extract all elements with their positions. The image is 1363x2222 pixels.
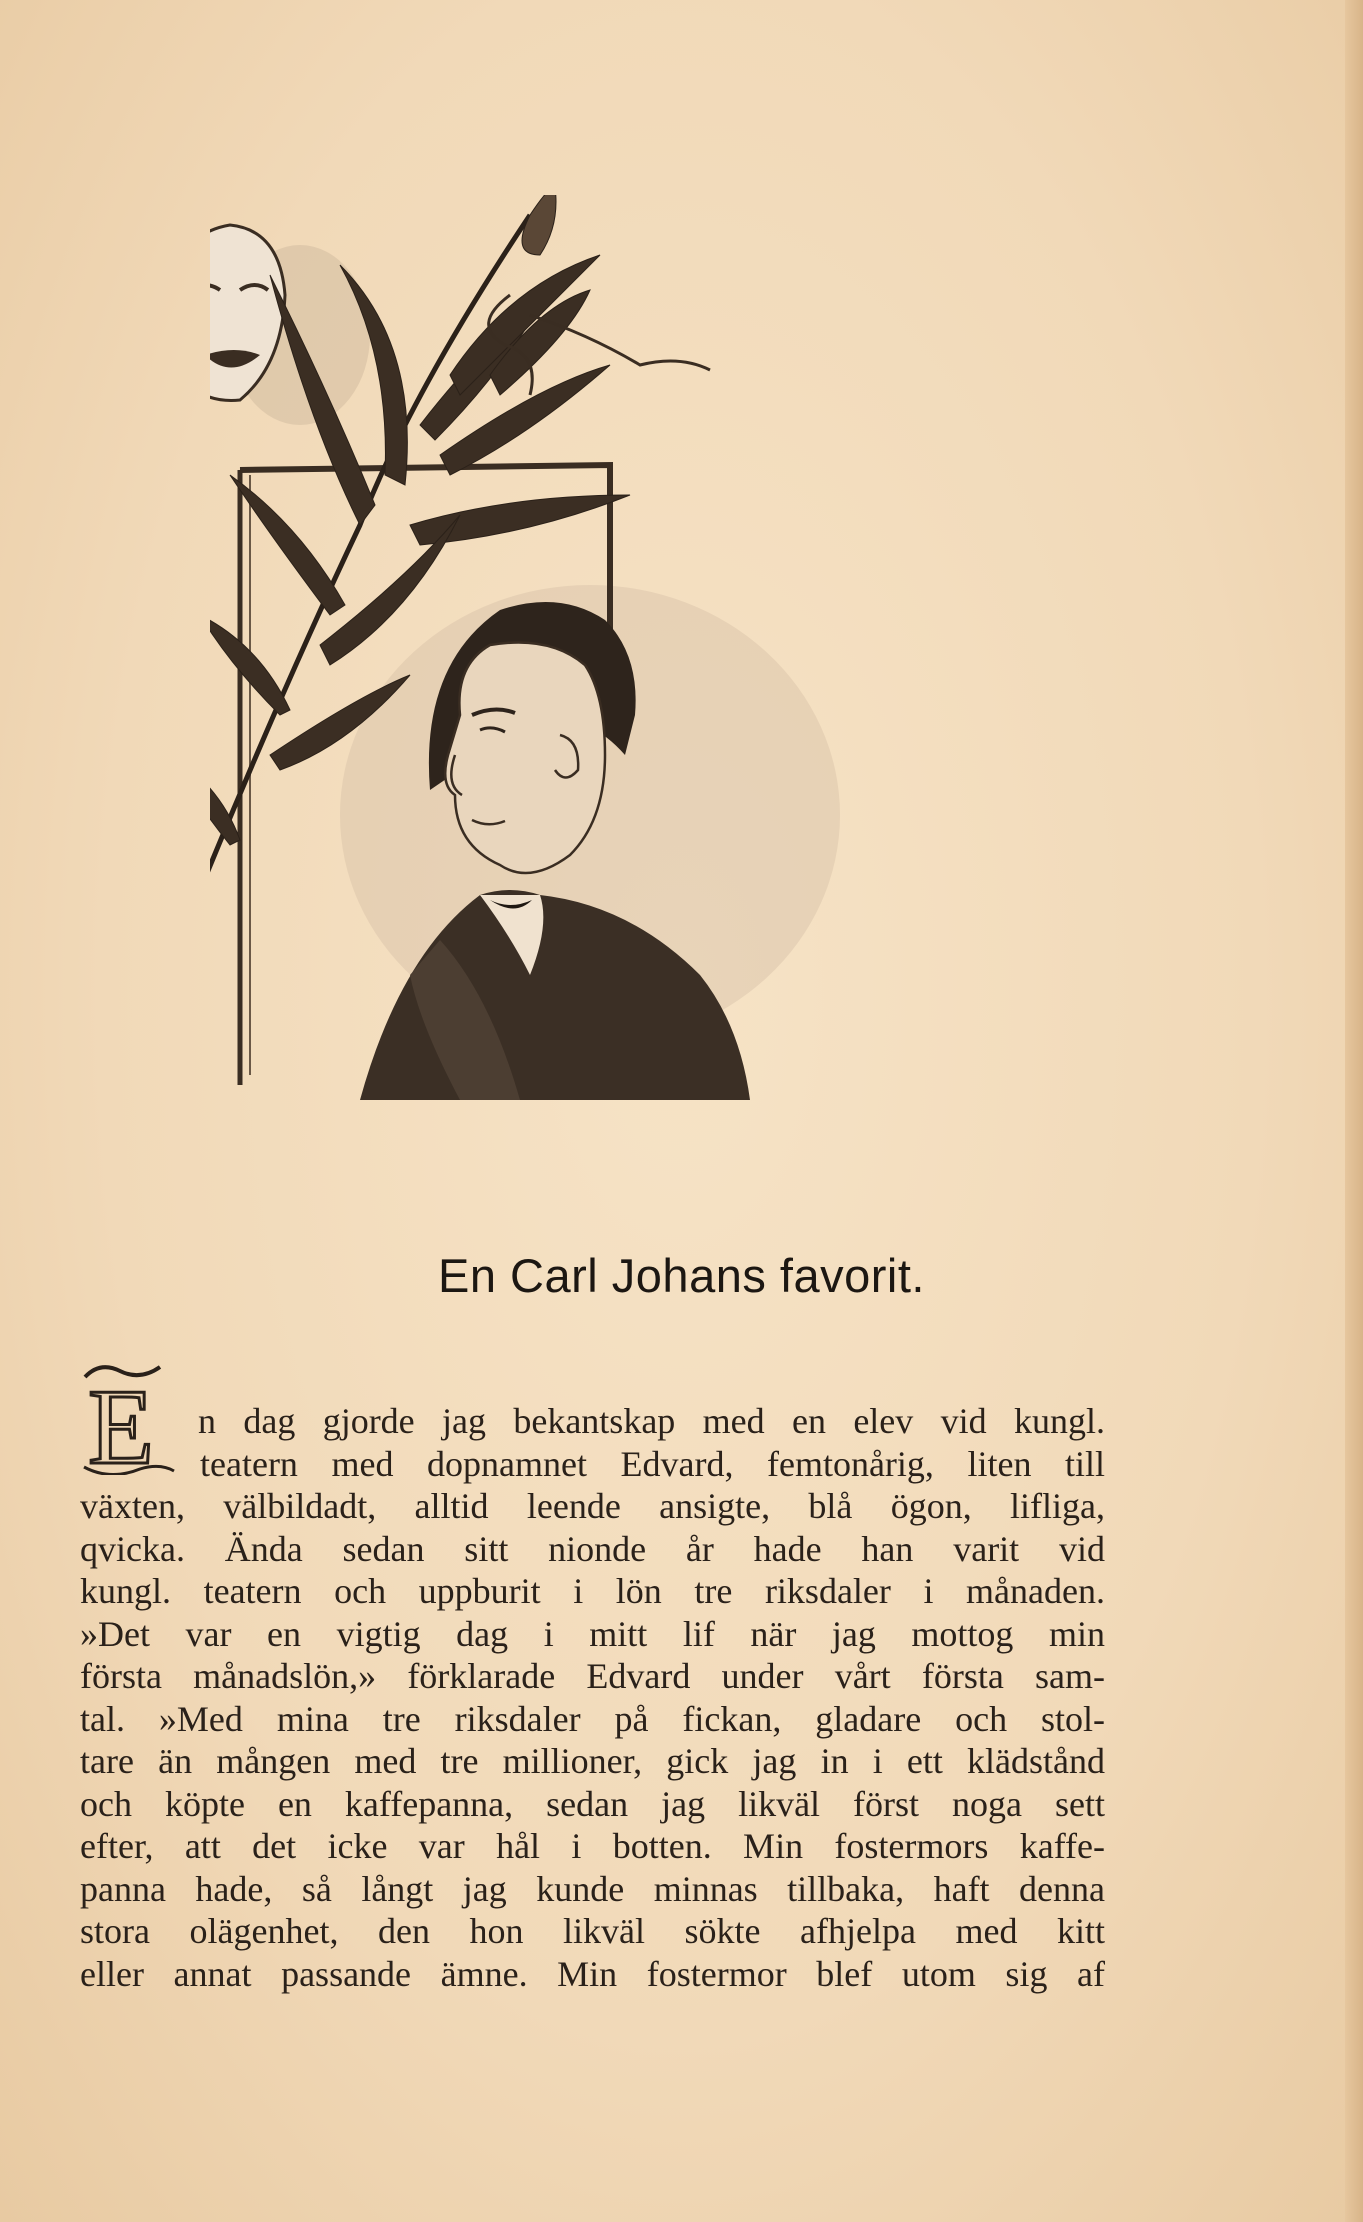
text-line: tare än mången med tre millioner, gick jag in i ett klädstånd xyxy=(80,1741,1105,1781)
text-line: stora olägenhet, den hon likväl sökte afhjelpa med kitt xyxy=(80,1911,1105,1951)
text-line: första månadslön,» förklarade Edvard under vårt första sam- xyxy=(80,1656,1105,1696)
text-line: »Det var en vigtig dag i mitt lif när jag mottog min xyxy=(80,1613,1105,1654)
text-line: växten, välbildadt, alltid leende ansigte, blå ögon, lifliga, xyxy=(80,1486,1105,1526)
text-line: n dag gjorde jag bekantskap med en elev vid kungl. xyxy=(198,1401,1105,1441)
page-edge xyxy=(1345,0,1363,2222)
text-line: teatern med dopnamnet Edvard, femtonårig, liten till xyxy=(200,1443,1105,1484)
text-line: eller annat passande ämne. Min fostermor blef utom sig af xyxy=(80,1953,1105,1994)
text-line: qvicka. Ända sedan sitt nionde år hade han varit vid xyxy=(80,1528,1105,1569)
svg-text:E: E xyxy=(88,1368,154,1475)
text-line: efter, att det icke var hål i botten. Min fostermors kaffe- xyxy=(80,1826,1105,1866)
text-line: och köpte en kaffepanna, sedan jag likväl först noga sett xyxy=(80,1783,1105,1824)
body-text xyxy=(80,1400,1105,1995)
text-line: tal. »Med mina tre riksdaler på fickan, gladare och stol- xyxy=(80,1698,1105,1739)
portrait-illustration xyxy=(210,195,860,1140)
text-line: kungl. teatern och uppburit i lön tre riksdaler i månaden. xyxy=(80,1571,1105,1611)
text-line: panna hade, så långt jag kunde minnas tillbaka, haft denna xyxy=(80,1868,1105,1909)
chapter-title: En Carl Johans favorit. xyxy=(438,1249,925,1302)
